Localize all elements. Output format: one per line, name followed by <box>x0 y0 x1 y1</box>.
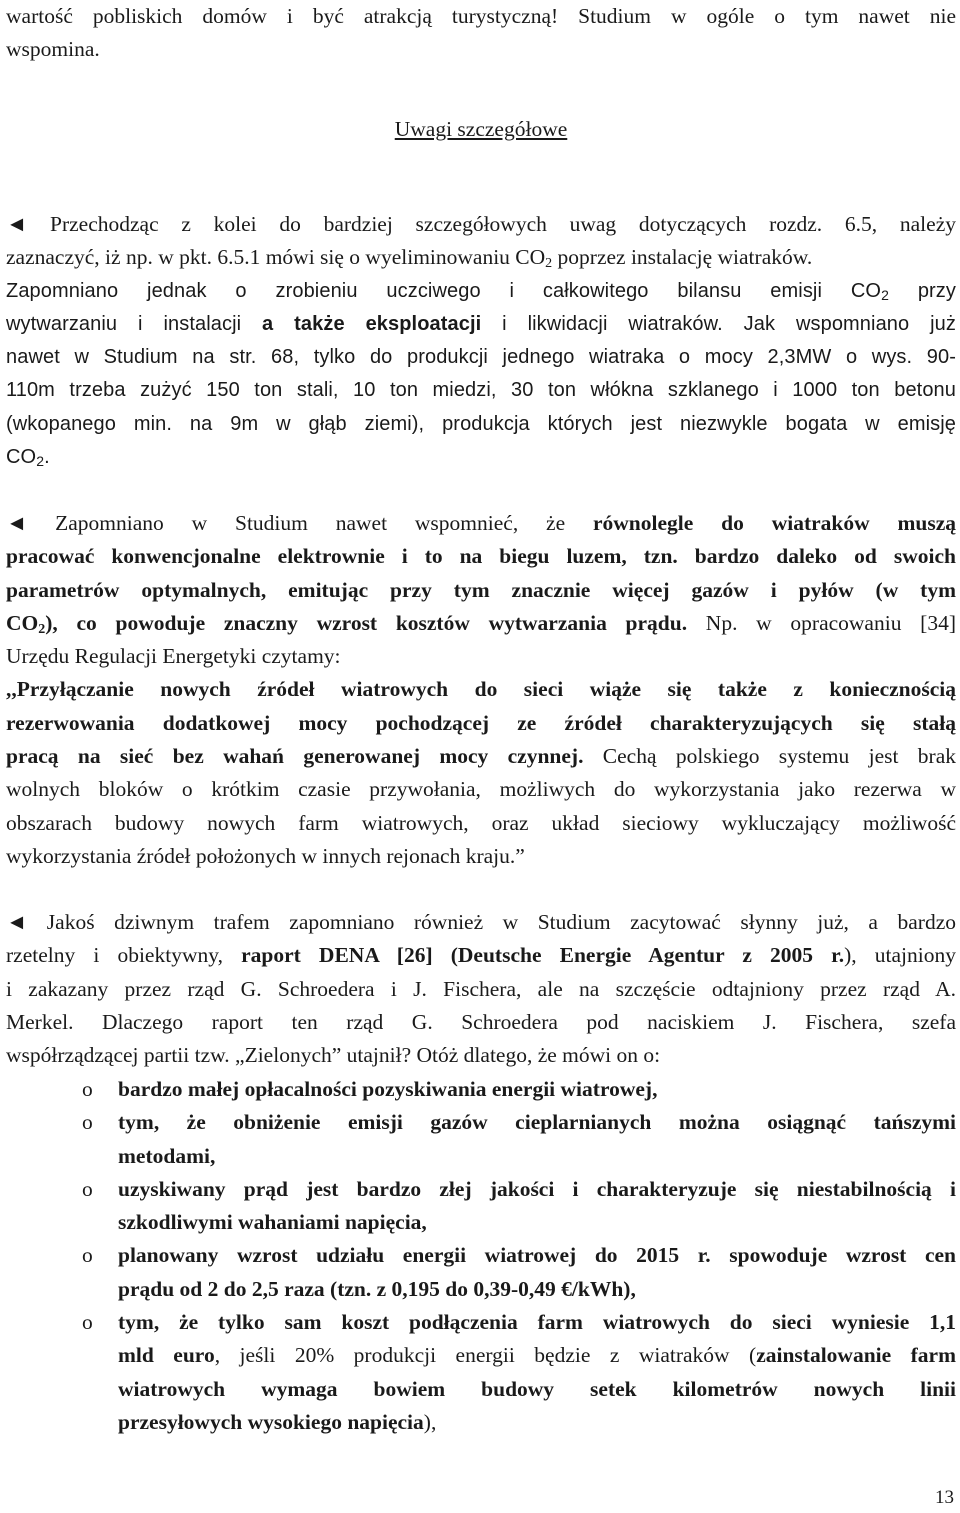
list-item-text: mld euro, jeśli 20% produkcji energii będzie z wiatraków (zainstalowanie farm <box>118 1343 956 1368</box>
bullet-marker: o <box>82 1243 93 1268</box>
text-line: obszarach budowy nowych farm wiatrowych, oraz układ sieciowy wykluczający możliwość <box>6 810 956 835</box>
list-item <box>6 1306 956 1439</box>
text-line: ◄ Jakoś dziwnym trafem zapomniano również w Studium zacytować słynny już, a bardzo <box>6 910 956 934</box>
text-line: Merkel. Dlaczego raport ten rząd G. Schroedera pod naciskiem J. Fischera, szefa <box>6 1009 956 1034</box>
text-line: ◄ Zapomniano w Studium nawet wspomnieć, że równolegle do wiatraków muszą <box>6 511 956 535</box>
paragraph-intro <box>6 0 956 67</box>
bullet-marker: o <box>82 1110 93 1135</box>
text-line: wykorzystania źródeł położonych w innych rejonach kraju.” <box>6 843 525 868</box>
text-line: parametrów optymalnych, emitując przy tym znacznie więcej gazów i pyłów (w tym <box>6 577 956 602</box>
paragraph-co2 <box>6 208 956 474</box>
text-line: wytwarzaniu i instalacji a także eksploatacji i likwidacji wiatraków. Jak wspomniano już <box>6 312 956 335</box>
text-line: Zapomniano jednak o zrobieniu uczciwego i całkowitego bilansu emisji $CO_2$ przy <box>6 279 957 303</box>
list-item-text: tym, że tylko sam koszt podłączenia farm wiatrowych do sieci wyniesie 1,1 <box>118 1310 956 1335</box>
text-line: 110m trzeba zużyć 150 ton stali, 10 ton miedzi, 30 ton włókna szklanego i 1000 ton betonu <box>6 379 956 402</box>
list-item-text: metodami, <box>118 1143 216 1168</box>
text-line: wspomina. <box>6 37 100 62</box>
paragraph-conventional-plants <box>6 507 956 873</box>
text-line: i zakazany przez rząd G. Schroedera i J. Fischera, ale na szczęście odtajniony przez rząd A. <box>6 976 956 1001</box>
text-line: Urzędu Regulacji Energetyki czytamy: <box>6 644 341 669</box>
paragraph-dena-report <box>6 906 956 1072</box>
list-item-text: bardzo małej opłacalności pozyskiwania energii wiatrowej, <box>118 1077 658 1101</box>
text-line: rezerwowania dodatkowej mocy pochodzącej ze źródeł charakteryzujących się stałą <box>6 710 956 735</box>
list-item-text: szkodliwymi wahaniami napięcia, <box>118 1210 427 1235</box>
text-line: wolnych bloków o krótkim czasie przywołania, możliwych do wykorzystania jako rezerwa w <box>6 777 956 802</box>
list-item <box>6 1239 956 1306</box>
bullet-marker: o <box>82 1310 93 1335</box>
text-line: wartość pobliskich domów i być atrakcją turystyczną! Studium w ogóle o tym nawet nie <box>6 4 956 28</box>
text-line: ◄ Przechodząc z kolei do bardziej szczegółowych uwag dotyczących rozdz. 6.5, należy <box>6 212 956 236</box>
list-item-text: przesyłowych wysokiego napięcia), <box>118 1409 437 1434</box>
list-item <box>6 1106 956 1173</box>
text-line: $CO_2$. <box>6 446 50 470</box>
list-item-text: prądu od 2 do 2,5 raza (tzn. z 0,195 do 0,39-0,49 €/kWh), <box>118 1276 636 1301</box>
text-line: nawet w Studium na str. 68, tylko do produkcji jednego wiatraka o mocy 2,3MW o wys. 90- <box>6 346 956 369</box>
text-line: zaznaczyć, iż np. w pkt. 6.5.1 mówi się o wyeliminowaniu $CO_2$ poprzez instalację wiatraków. <box>6 245 813 272</box>
page-number: 13 <box>935 1487 954 1508</box>
report-findings-list <box>6 1073 956 1439</box>
text-line: pracą na sieć bez wahań generowanej mocy czynnej. Cechą polskiego systemu jest brak <box>6 744 957 769</box>
text-line: współrządzącej partii tzw. „Zielonych” utajnił? Otóż dlatego, że mówi on o: <box>6 1043 661 1068</box>
list-item <box>6 1073 956 1106</box>
text-line: $CO_2$), co powoduje znaczny wzrost kosztów wytwarzania prądu. Np. w opracowaniu [34] <box>6 610 956 637</box>
text-line: rzetelny i obiektywny, raport DENA [26] (Deutsche Energie Agentur z 2005 r.), utajniony <box>6 943 957 968</box>
section-heading: Uwagi szczegółowe <box>394 117 568 141</box>
bullet-marker: o <box>82 1176 93 1201</box>
text-line: pracować konwencjonalne elektrownie i to na biegu luzem, tzn. bardzo daleko od swoich <box>6 544 956 569</box>
text-line: ,,Przyłączanie nowych źródeł wiatrowych do sieci wiąże się także z koniecznością <box>6 677 956 702</box>
list-item-text: uzyskiwany prąd jest bardzo złej jakości i charakteryzuje się niestabilnością i <box>118 1176 956 1201</box>
text-line: (wkopanego min. na 9m w głąb ziemi), produkcja których jest niezwykle bogata w emisję <box>6 412 956 435</box>
list-item-text: wiatrowych wymaga bowiem budowy setek kilometrów nowych linii <box>118 1376 956 1401</box>
list-item-text: tym, że obniżenie emisji gazów cieplarnianych można osiągnąć tańszymi <box>118 1110 956 1135</box>
list-item-text: planowany wzrost udziału energii wiatrowej do 2015 r. spowoduje wzrost cen <box>118 1243 956 1268</box>
list-item <box>6 1173 956 1240</box>
bullet-marker: o <box>82 1077 93 1101</box>
